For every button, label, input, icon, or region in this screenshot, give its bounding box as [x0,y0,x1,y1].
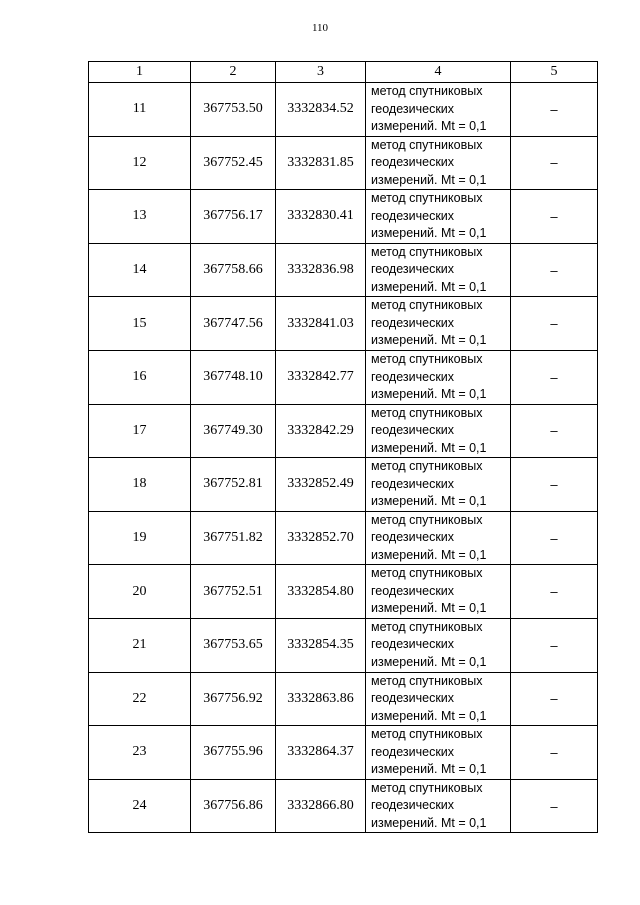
method-line: метод спутниковых [371,566,483,581]
table-body [89,83,598,833]
method-line: геодезических [371,155,455,170]
y-coordinate-cell: 3332863.86 [276,672,366,726]
x-coordinate-cell: 367748.10 [191,350,276,404]
point-number-cell: 22 [89,672,191,726]
method-cell [366,404,511,458]
coordinates-table [88,61,598,833]
table-row [89,672,598,726]
method-line: метод спутниковых [371,405,483,420]
header-row [89,62,598,83]
method-line: геодезических [371,798,455,813]
method-line: метод спутниковых [371,727,483,742]
table-row [89,136,598,190]
method-line: геодезических [371,208,455,223]
point-number-cell: 20 [89,565,191,619]
method-cell [366,565,511,619]
table-row [89,297,598,351]
method-line: измерений. Mt = 0,1 [371,279,487,294]
method-line: геодезических [371,530,455,545]
method-line: геодезических [371,423,455,438]
method-line: метод спутниковых [371,673,483,688]
point-number-cell: 24 [89,779,191,833]
method-line: измерений. Mt = 0,1 [371,226,487,241]
y-coordinate-cell: 3332854.35 [276,618,366,672]
method-line: метод спутниковых [371,352,483,367]
table-row [89,511,598,565]
point-number-cell: 18 [89,458,191,512]
table-row [89,726,598,780]
y-coordinate-cell: 3332842.29 [276,404,366,458]
y-coordinate-cell: 3332854.80 [276,565,366,619]
method-line: геодезических [371,583,455,598]
method-line: измерений. Mt = 0,1 [371,815,487,830]
note-cell: – [511,297,598,351]
point-number-cell: 17 [89,404,191,458]
y-coordinate-cell: 3332834.52 [276,83,366,137]
x-coordinate-cell: 367756.92 [191,672,276,726]
x-coordinate-cell: 367752.81 [191,458,276,512]
table-row [89,779,598,833]
point-number-cell: 19 [89,511,191,565]
method-line: геодезических [371,369,455,384]
note-cell: – [511,779,598,833]
method-cell [366,726,511,780]
note-cell: – [511,83,598,137]
point-number-cell: 14 [89,243,191,297]
method-line: измерений. Mt = 0,1 [371,654,487,669]
method-line: геодезических [371,262,455,277]
note-cell: – [511,404,598,458]
method-line: метод спутниковых [371,619,483,634]
method-cell [366,83,511,137]
method-line: измерений. Mt = 0,1 [371,172,487,187]
column-header: 3 [276,62,366,83]
method-cell [366,511,511,565]
method-line: геодезических [371,637,455,652]
point-number-cell: 11 [89,83,191,137]
point-number-cell: 12 [89,136,191,190]
note-cell: – [511,190,598,244]
method-line: метод спутниковых [371,244,483,259]
y-coordinate-cell: 3332852.49 [276,458,366,512]
column-header: 1 [89,62,191,83]
table-row [89,190,598,244]
y-coordinate-cell: 3332831.85 [276,136,366,190]
method-line: геодезических [371,101,455,116]
note-cell: – [511,726,598,780]
x-coordinate-cell: 367749.30 [191,404,276,458]
point-number-cell: 13 [89,190,191,244]
method-cell [366,243,511,297]
method-line: измерений. Mt = 0,1 [371,440,487,455]
table-row [89,565,598,619]
x-coordinate-cell: 367751.82 [191,511,276,565]
table-row [89,243,598,297]
method-line: метод спутниковых [371,191,483,206]
point-number-cell: 16 [89,350,191,404]
method-cell [366,297,511,351]
x-coordinate-cell: 367755.96 [191,726,276,780]
x-coordinate-cell: 367747.56 [191,297,276,351]
method-line: измерений. Mt = 0,1 [371,119,487,134]
y-coordinate-cell: 3332836.98 [276,243,366,297]
method-line: измерений. Mt = 0,1 [371,494,487,509]
method-line: геодезических [371,476,455,491]
method-cell [366,672,511,726]
method-cell [366,350,511,404]
x-coordinate-cell: 367753.50 [191,83,276,137]
method-cell [366,618,511,672]
method-line: метод спутниковых [371,84,483,99]
y-coordinate-cell: 3332830.41 [276,190,366,244]
column-header: 5 [511,62,598,83]
method-line: метод спутниковых [371,459,483,474]
x-coordinate-cell: 367753.65 [191,618,276,672]
method-line: метод спутниковых [371,780,483,795]
method-line: геодезических [371,691,455,706]
method-line: измерений. Mt = 0,1 [371,547,487,562]
column-header: 2 [191,62,276,83]
table-row [89,350,598,404]
x-coordinate-cell: 367756.17 [191,190,276,244]
method-cell [366,779,511,833]
y-coordinate-cell: 3332841.03 [276,297,366,351]
y-coordinate-cell: 3332852.70 [276,511,366,565]
method-cell [366,458,511,512]
point-number-cell: 23 [89,726,191,780]
x-coordinate-cell: 367758.66 [191,243,276,297]
table-row [89,618,598,672]
method-line: метод спутниковых [371,298,483,313]
note-cell: – [511,511,598,565]
x-coordinate-cell: 367752.45 [191,136,276,190]
note-cell: – [511,618,598,672]
y-coordinate-cell: 3332866.80 [276,779,366,833]
note-cell: – [511,243,598,297]
y-coordinate-cell: 3332842.77 [276,350,366,404]
method-line: метод спутниковых [371,137,483,152]
method-line: измерений. Mt = 0,1 [371,333,487,348]
method-line: измерений. Mt = 0,1 [371,762,487,777]
x-coordinate-cell: 367752.51 [191,565,276,619]
method-line: измерений. Mt = 0,1 [371,708,487,723]
method-line: измерений. Mt = 0,1 [371,387,487,402]
page-number: 110 [311,22,329,34]
method-cell [366,136,511,190]
note-cell: – [511,458,598,512]
point-number-cell: 21 [89,618,191,672]
table-row [89,404,598,458]
method-line: геодезических [371,744,455,759]
note-cell: – [511,136,598,190]
x-coordinate-cell: 367756.86 [191,779,276,833]
method-cell [366,190,511,244]
note-cell: – [511,672,598,726]
y-coordinate-cell: 3332864.37 [276,726,366,780]
method-line: геодезических [371,315,455,330]
method-line: измерений. Mt = 0,1 [371,601,487,616]
column-header: 4 [366,62,511,83]
table-row [89,458,598,512]
note-cell: – [511,350,598,404]
point-number-cell: 15 [89,297,191,351]
table-row [89,83,598,137]
note-cell: – [511,565,598,619]
method-line: метод спутниковых [371,512,483,527]
